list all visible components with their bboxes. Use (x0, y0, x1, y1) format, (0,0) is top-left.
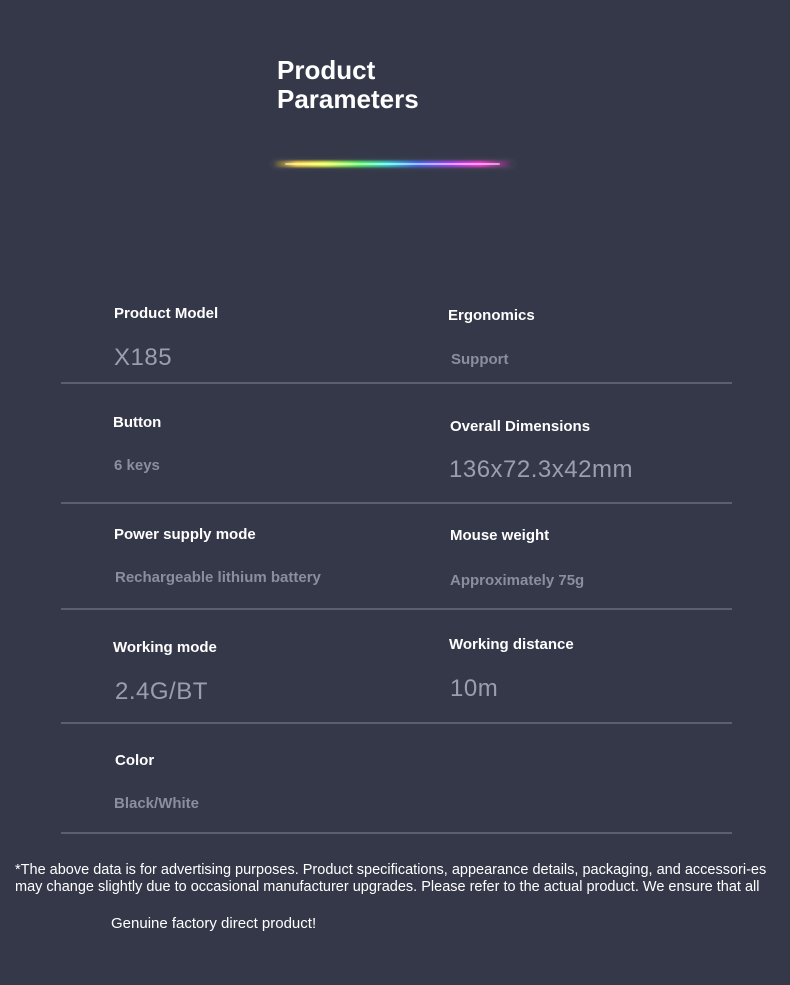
power-supply-mode-label: Power supply mode (114, 526, 256, 543)
genuine-product-note: Genuine factory direct product! (111, 915, 317, 932)
page-title (277, 56, 419, 114)
mouse-weight-label: Mouse weight (450, 527, 550, 544)
working-distance-label: Working distance (449, 636, 574, 653)
overall-dimensions-value: 136x72.3x42mm (449, 456, 633, 483)
spec-divider (61, 832, 732, 834)
color-label: Color (115, 752, 155, 769)
spec-divider (61, 722, 732, 724)
power-supply-mode-value: Rechargeable lithium battery (115, 569, 321, 586)
color-value: Black/White (114, 795, 200, 812)
product-model-label: Product Model (114, 305, 219, 322)
ergonomics-value: Support (451, 351, 509, 368)
page-title-line-2: Parameters (277, 84, 419, 114)
spec-divider (61, 502, 732, 504)
rainbow-light-core (285, 163, 500, 165)
button-label: Button (113, 414, 162, 431)
spec-divider (61, 608, 732, 610)
overall-dimensions-label: Overall Dimensions (450, 418, 591, 435)
working-mode-label: Working mode (113, 639, 217, 656)
button-value: 6 keys (114, 457, 160, 474)
disclaimer-text: *The above data is for advertising purposes. Product specifications, appearance details, packaging, and accessori-es may change slightly due to occasional manufacturer upgrades. Please refer to the actual product. We ensure that all (15, 862, 767, 895)
working-mode-value: 2.4G/BT (115, 678, 208, 705)
page-title-line-1: Product (277, 55, 376, 85)
working-distance-value: 10m (450, 675, 499, 702)
product-model-value: X185 (114, 344, 173, 371)
ergonomics-label: Ergonomics (448, 307, 535, 324)
mouse-weight-value: Approximately 75g (450, 572, 585, 589)
spec-divider (61, 382, 732, 384)
